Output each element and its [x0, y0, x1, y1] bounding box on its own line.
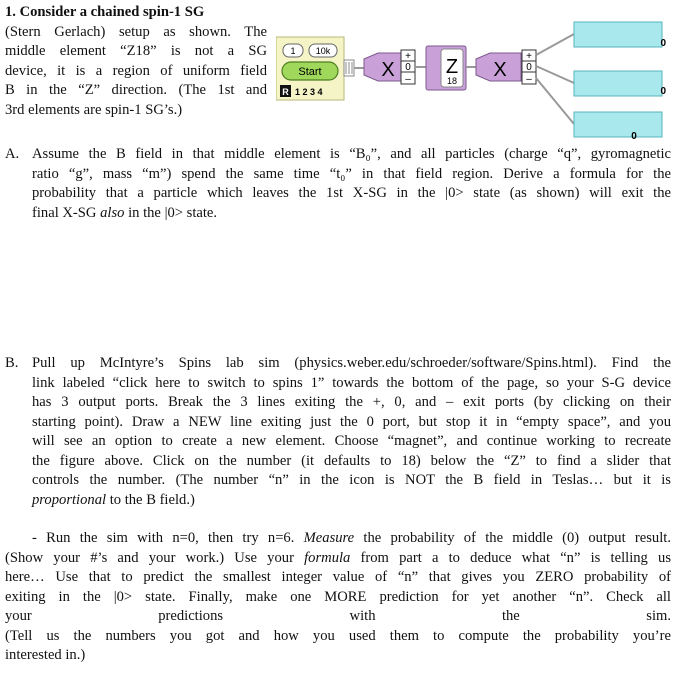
count-10k-label: 10k [315, 46, 331, 56]
count-1-label: 1 [290, 46, 296, 56]
part-a-line: final X-SG also in the |0> state. [32, 204, 218, 221]
part-b-line: Pull up McIntyre’s Spins lab sim (physics.weber.edu/schroeder/software/Spins.html). Find the [32, 355, 671, 371]
intro-line: (Stern Gerlach) setup as shown. The [5, 23, 267, 40]
run-line: (Tell us the numbers you got and how you used them to compute the probability you’re [5, 627, 671, 644]
x-label-1: X [381, 59, 395, 81]
run-line: (Show your #’s and your work.) Use your formula from part a to deduce what “n” is telling us [5, 549, 671, 566]
part-a-line: ratio “g”, mass “m”) spend the same time “t₀” in that field region. Derive a formula for the [32, 165, 671, 182]
count-zero-value: 0 [660, 86, 666, 97]
counter-minus [574, 112, 662, 137]
part-a-line: probability that a particle which leaves the 1st X-SG in the |0> state (as shown) will exit the [32, 185, 671, 201]
intro-line: 1. Consider a chained spin-1 SG [5, 4, 205, 20]
part-b-line: link labeled “click here to switch to spins 1” towards the bottom of the page, so your S-G device [32, 374, 671, 391]
intro-line: B in the “Z” direction. (The 1st and [5, 82, 267, 98]
intro-line: middle element “Z18” is not a SG [5, 43, 267, 59]
counter-zero [574, 71, 662, 96]
x-label-2: X [493, 59, 507, 81]
port-zero-2: 0 [526, 62, 532, 73]
problem-intro [5, 3, 267, 120]
start-label: Start [298, 66, 322, 78]
part-b-line: proportional to the B field.) [32, 491, 195, 508]
port-plus-2: + [526, 51, 532, 62]
counter-plus [574, 22, 662, 47]
intro-line: 3rd elements are spin-1 SG’s.) [5, 101, 183, 118]
part-b-line: the figure above. Click on the number (it defaults to 18) below the “Z” to find a slider that [32, 452, 671, 469]
run-line: your predictions with the sim. [5, 608, 671, 624]
run-line: - Run the sim with n=0, then try n=6. Measure the probability of the middle (0) output result. [32, 530, 671, 546]
port-plus-1: + [405, 51, 411, 62]
z-value: 18 [446, 76, 458, 86]
count-minus-value: 0 [631, 131, 637, 141]
port-minus-1: – [405, 74, 411, 85]
part-a [5, 145, 671, 223]
r-label: R [282, 87, 289, 97]
part-b-line: has 3 output ports. Break the 3 lines exiting the +, 0, and – exit ports (by clicking on their [32, 394, 671, 410]
part-b-line: starting point). Draw a NEW line exiting just the 0 port, but stop it in “empty space”, and you [32, 413, 671, 430]
part-a-line: Assume the B field in that middle element is “B₀”, and all particles (charge “q”, gyromagnetic [32, 146, 671, 162]
run-line: interested in.) [5, 647, 86, 663]
intro-line: device, it is a region of uniform field [5, 62, 267, 79]
run-line: here… Use that to predict the smallest integer value of “n” that gives you ZERO probability of [5, 569, 671, 585]
part-b [5, 354, 671, 510]
run-line: exiting in the |0> state. Finally, make one MORE prediction for yet another “n”. Check all [5, 588, 671, 605]
part-b-line: will see an option to create a new element. Choose “magnet”, and continue working to recreate [32, 433, 671, 449]
port-zero-1: 0 [405, 62, 411, 73]
sg-chain-diagram [276, 6, 674, 141]
z-label: Z [445, 56, 459, 78]
count-plus-value: 0 [660, 38, 666, 49]
part-b-label: B. [5, 355, 19, 371]
part-b-run [5, 529, 671, 666]
port-minus-2: – [526, 74, 532, 85]
part-b-line: controls the number. (The number “n” in the icon is NOT the B field in Teslas… but it is [32, 472, 671, 488]
digits-label: 1 2 3 4 [295, 87, 323, 97]
part-a-label: A. [5, 146, 20, 162]
